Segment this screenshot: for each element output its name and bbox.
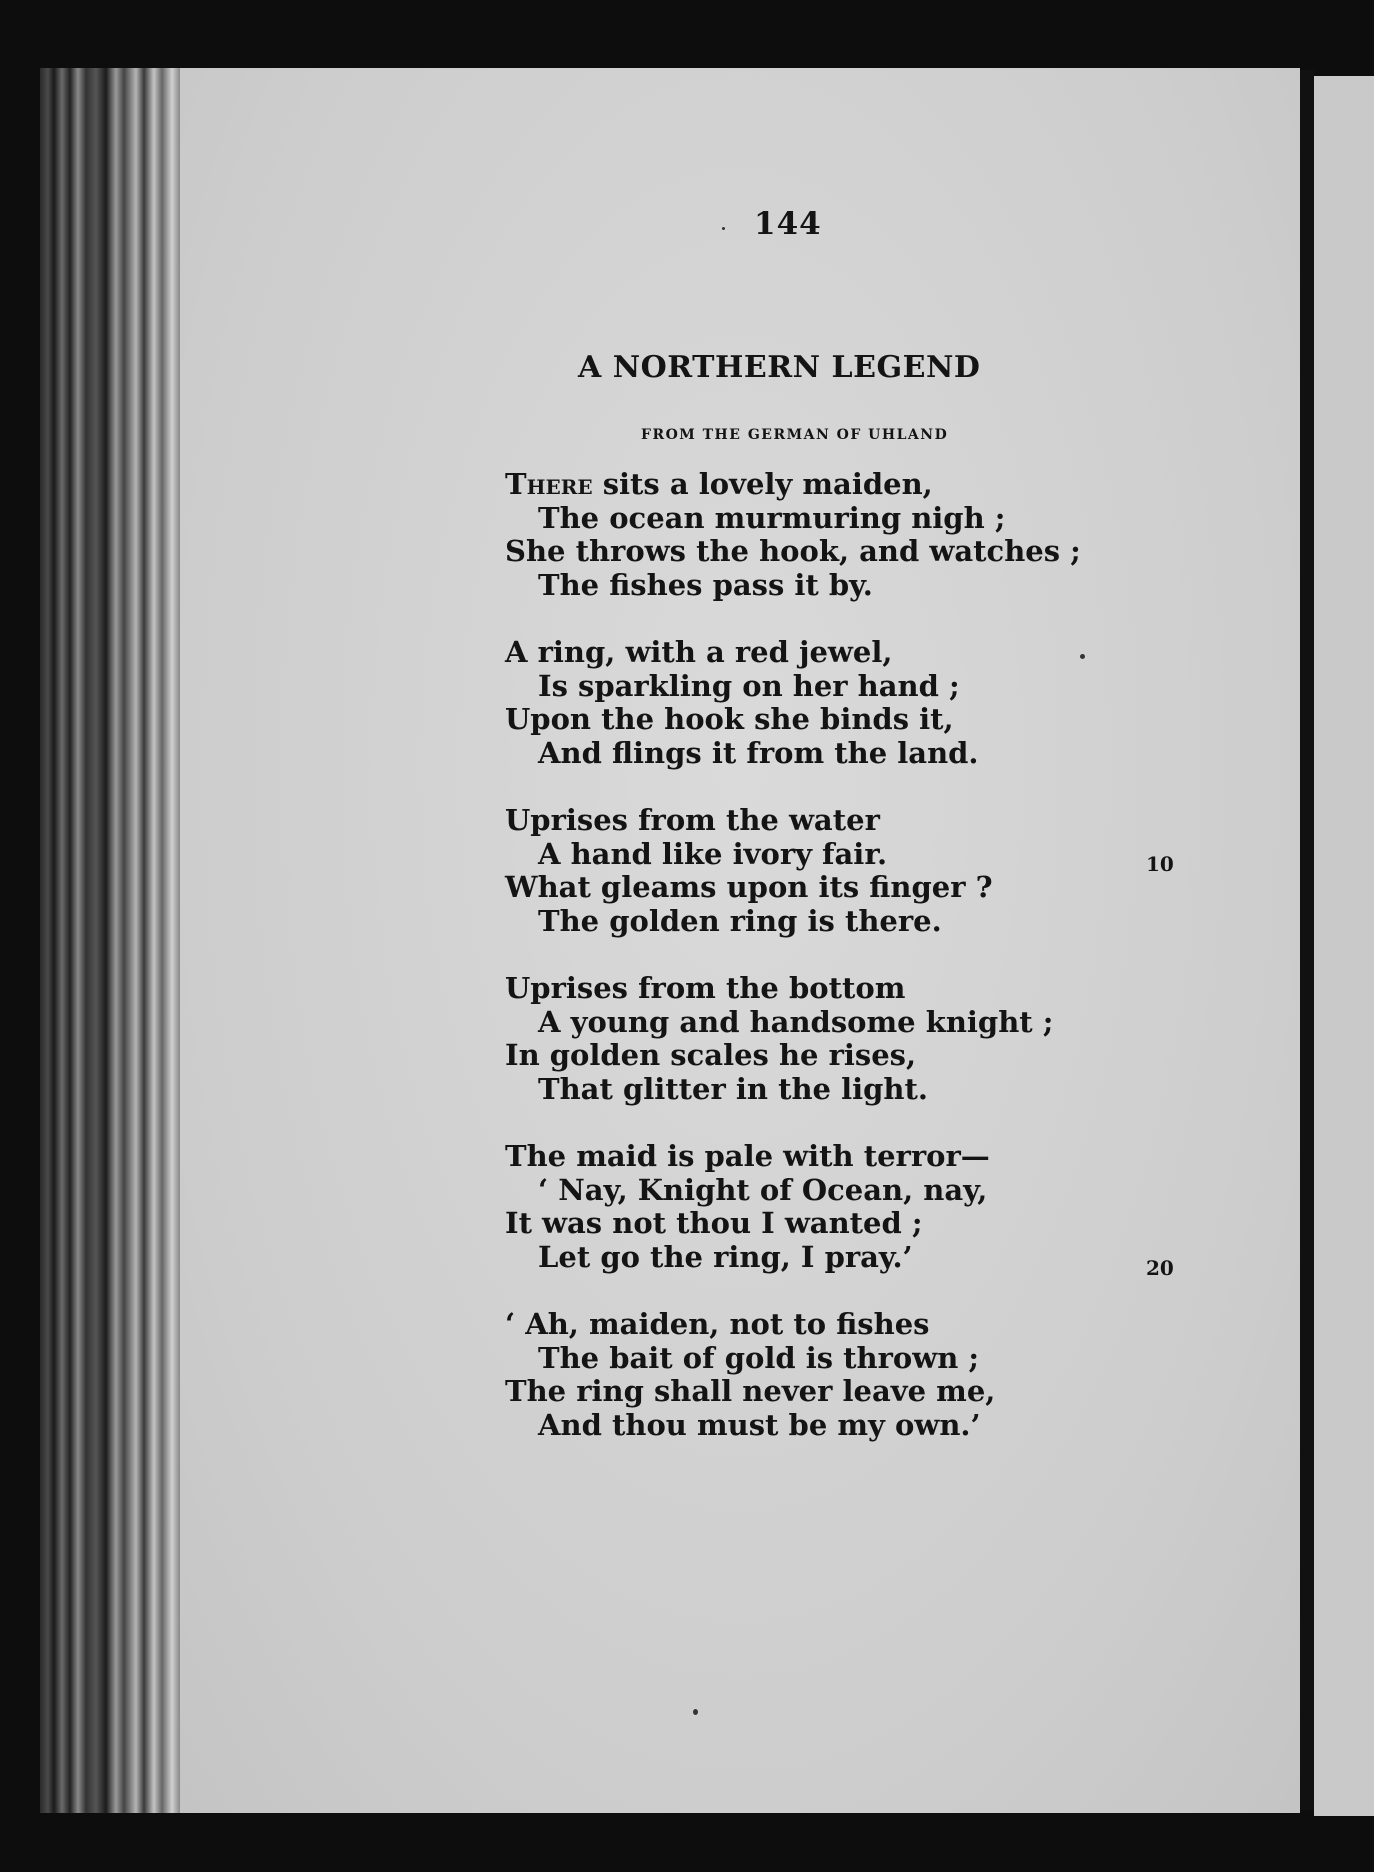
page-number: 144 — [754, 206, 822, 242]
stanza-2 — [505, 636, 1105, 770]
poem-line: Uprises from the water — [505, 803, 880, 837]
drop-word: There — [505, 467, 593, 501]
poem-title: A NORTHERN LEGEND — [578, 350, 981, 385]
poem-line: Uprises from the bottom — [505, 971, 906, 1005]
poem-line: It was not thou I wanted ; — [505, 1206, 923, 1240]
ink-speck — [1080, 654, 1085, 659]
poem-line: What gleams upon its finger ? — [505, 870, 993, 904]
poem-line: Let go the ring, I pray.’ — [538, 1239, 913, 1274]
poem-line: Is sparkling on her hand ; — [538, 668, 960, 703]
poem-line — [505, 468, 1105, 502]
line-number-10: 10 — [1146, 852, 1174, 876]
poem-line: Upon the hook she binds it, — [505, 702, 954, 736]
ink-speck — [693, 1709, 698, 1715]
binding-gutter — [1300, 70, 1314, 1810]
line-number-20: 20 — [1146, 1256, 1174, 1280]
poem-line: She throws the hook, and watches ; — [505, 534, 1081, 568]
poem-subtitle: FROM THE GERMAN OF UHLAND — [641, 427, 949, 443]
poem-line: That glitter in the light. — [538, 1071, 928, 1106]
poem-line: ‘ Nay, Knight of Ocean, nay, — [538, 1172, 988, 1207]
poem-line: The ocean murmuring nigh ; — [538, 500, 1006, 535]
ink-speck — [722, 227, 725, 230]
poem-body — [505, 468, 1105, 1476]
poem-line: The fishes pass it by. — [538, 567, 873, 602]
poem-line: A young and handsome knight ; — [538, 1004, 1054, 1039]
stanza-3 — [505, 804, 1105, 938]
poem-line-text: sits a lovely maiden, — [592, 467, 933, 501]
stanza-5 — [505, 1140, 1105, 1274]
page-edges — [40, 68, 190, 1813]
poem-line: ‘ Ah, maiden, not to fishes — [505, 1307, 930, 1341]
poem-line: The bait of gold is thrown ; — [538, 1340, 980, 1375]
poem-line: The ring shall never leave me, — [505, 1374, 996, 1408]
poem-line: A hand like ivory fair. — [538, 836, 888, 871]
facing-page-edge — [1314, 76, 1374, 1816]
poem-line: A ring, with a red jewel, — [505, 635, 893, 669]
poem-line: And flings it from the land. — [538, 735, 979, 770]
poem-line: And thou must be my own.’ — [538, 1407, 981, 1442]
poem-line: The golden ring is there. — [538, 903, 942, 938]
poem-line: In golden scales he rises, — [505, 1038, 917, 1072]
stanza-1 — [505, 468, 1105, 602]
stanza-4 — [505, 972, 1105, 1106]
stanza-6 — [505, 1308, 1105, 1442]
poem-line: The maid is pale with terror— — [505, 1139, 990, 1173]
